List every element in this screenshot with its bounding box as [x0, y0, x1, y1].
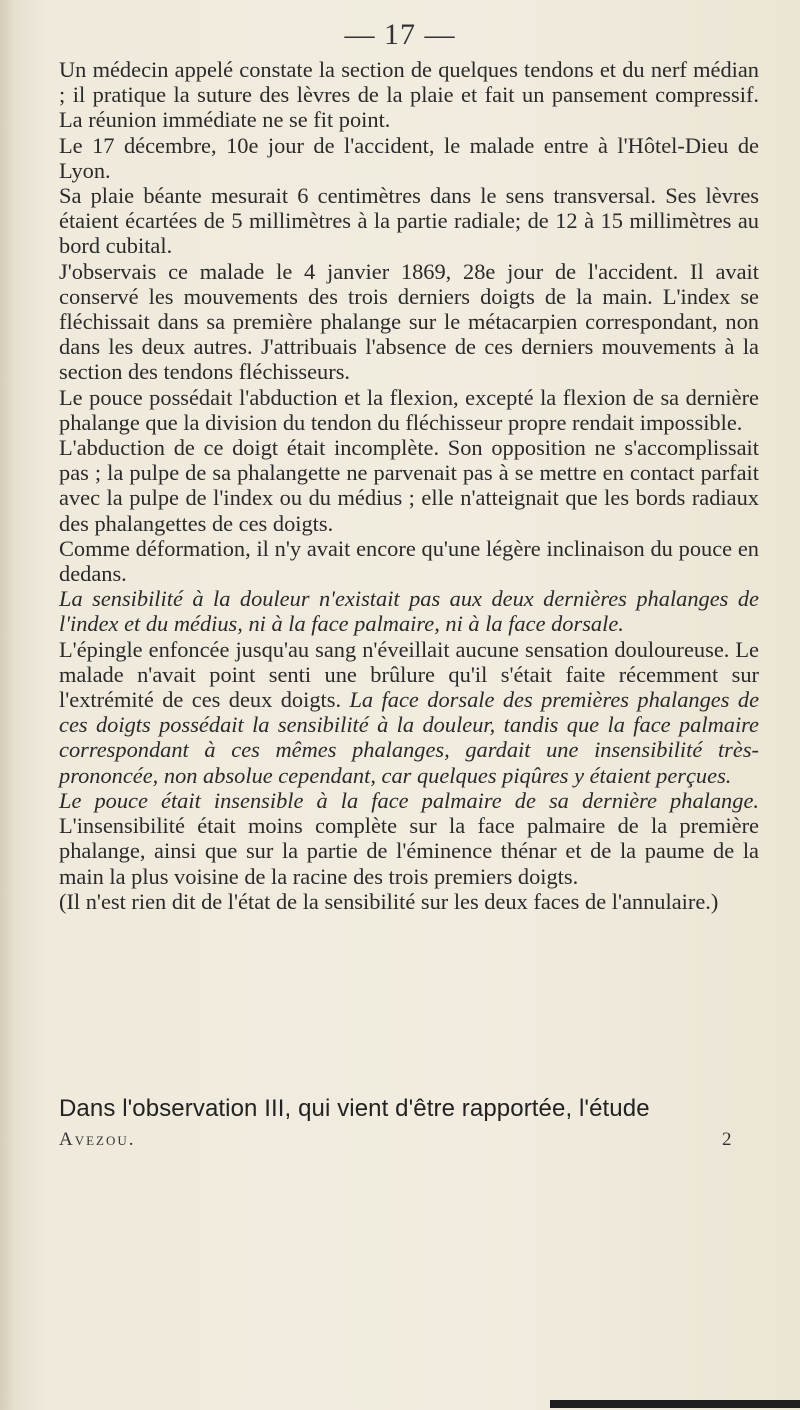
- paragraph-4: J'observais ce malade le 4 janvier 1869, 28e jour de l'accident. Il avait conservé les mouvements des trois derniers doigts de la main. L'index se fléchissait dans sa première phalange sur le métacarpien correspondant, non dans les deux autres. J'attribuais l'absence de ces derniers mouvements à la section des tendons fléchisseurs.: [59, 258, 759, 385]
- paragraph-10-italic: Le pouce était insensible à la face palmaire de sa dernière phalange.: [59, 787, 759, 813]
- continuation-line: Dans l'observation III, qui vient d'être rapportée, l'étude: [59, 1095, 650, 1122]
- paragraph-3: Sa plaie béante mesurait 6 centimètres dans le sens transversal. Ses lèvres étaient écartées de 5 millimètres à la partie radiale; de 12 à 15 millimètres au bord cubital.: [59, 183, 759, 259]
- paragraph-9-italic: La face dorsale des premières phalanges de ces doigts possédait la sensibilité à la douleur, tandis que la face palmaire correspondant à ces mêmes phalanges, gardait une insensibilité très-prononcée, non absolue cependant, car quelques piqûres y étaient perçues.: [59, 687, 760, 788]
- paragraph-7: Comme déformation, il n'y avait encore qu'une légère inclinaison du pouce en dedans.: [59, 535, 759, 587]
- signature-number: 2: [722, 1129, 732, 1150]
- paragraph-10: [59, 788, 759, 889]
- body-text: [59, 57, 759, 914]
- paragraph-9-roman: L'épingle enfoncée jusqu'au sang n'éveillait aucune sensation douloureuse. Le malade n'avait point senti une brûlure qu'il s'était faite récemment sur l'extrémité de ces deux doigts.: [59, 636, 759, 713]
- paragraph-11: (Il n'est rien dit de l'état de la sensibilité sur les deux faces de l'annulaire.): [59, 888, 719, 914]
- paragraph-5: Le pouce possédait l'abduction et la flexion, excepté la flexion de sa dernière phalange que la division du tendon du fléchisseur propre rendait impossible.: [59, 384, 759, 435]
- paragraph-9: [59, 637, 759, 788]
- signature-mark: Avezou.: [59, 1129, 136, 1150]
- bottom-edge-rule: [550, 1400, 800, 1408]
- page-gutter-shadow: [0, 0, 14, 1410]
- paragraph-1: Un médecin appelé constate la section de quelques tendons et du nerf médian ; il pratique la suture des lèvres de la plaie et fait un pansement compressif. La réunion immédiate ne se fit point.: [59, 57, 759, 133]
- page-number: — 17 —: [344, 18, 456, 51]
- paragraph-2: Le 17 décembre, 10e jour de l'accident, le malade entre à l'Hôtel-Dieu de Lyon.: [59, 132, 759, 183]
- paragraph-8-italic: La sensibilité à la douleur n'existait pas aux deux dernières phalanges de l'index et du médius, ni à la face palmaire, ni à la face dorsale.: [59, 586, 759, 637]
- paragraph-10-roman: L'insensibilité était moins complète sur la face palmaire de la première phalange, ainsi que sur la partie de l'éminence thénar et de la paume de la main la plus voisine de la racine des trois premiers doigts.: [59, 813, 759, 889]
- paragraph-6: L'abduction de ce doigt était incomplète. Son opposition ne s'accomplissait pas ; la pulpe de sa phalangette ne parvenait pas à se mettre en contact parfait avec la pulpe de l'index ou du médius ; elle n'atteignait que les bords radiaux des phalangettes de ces doigts.: [59, 435, 759, 536]
